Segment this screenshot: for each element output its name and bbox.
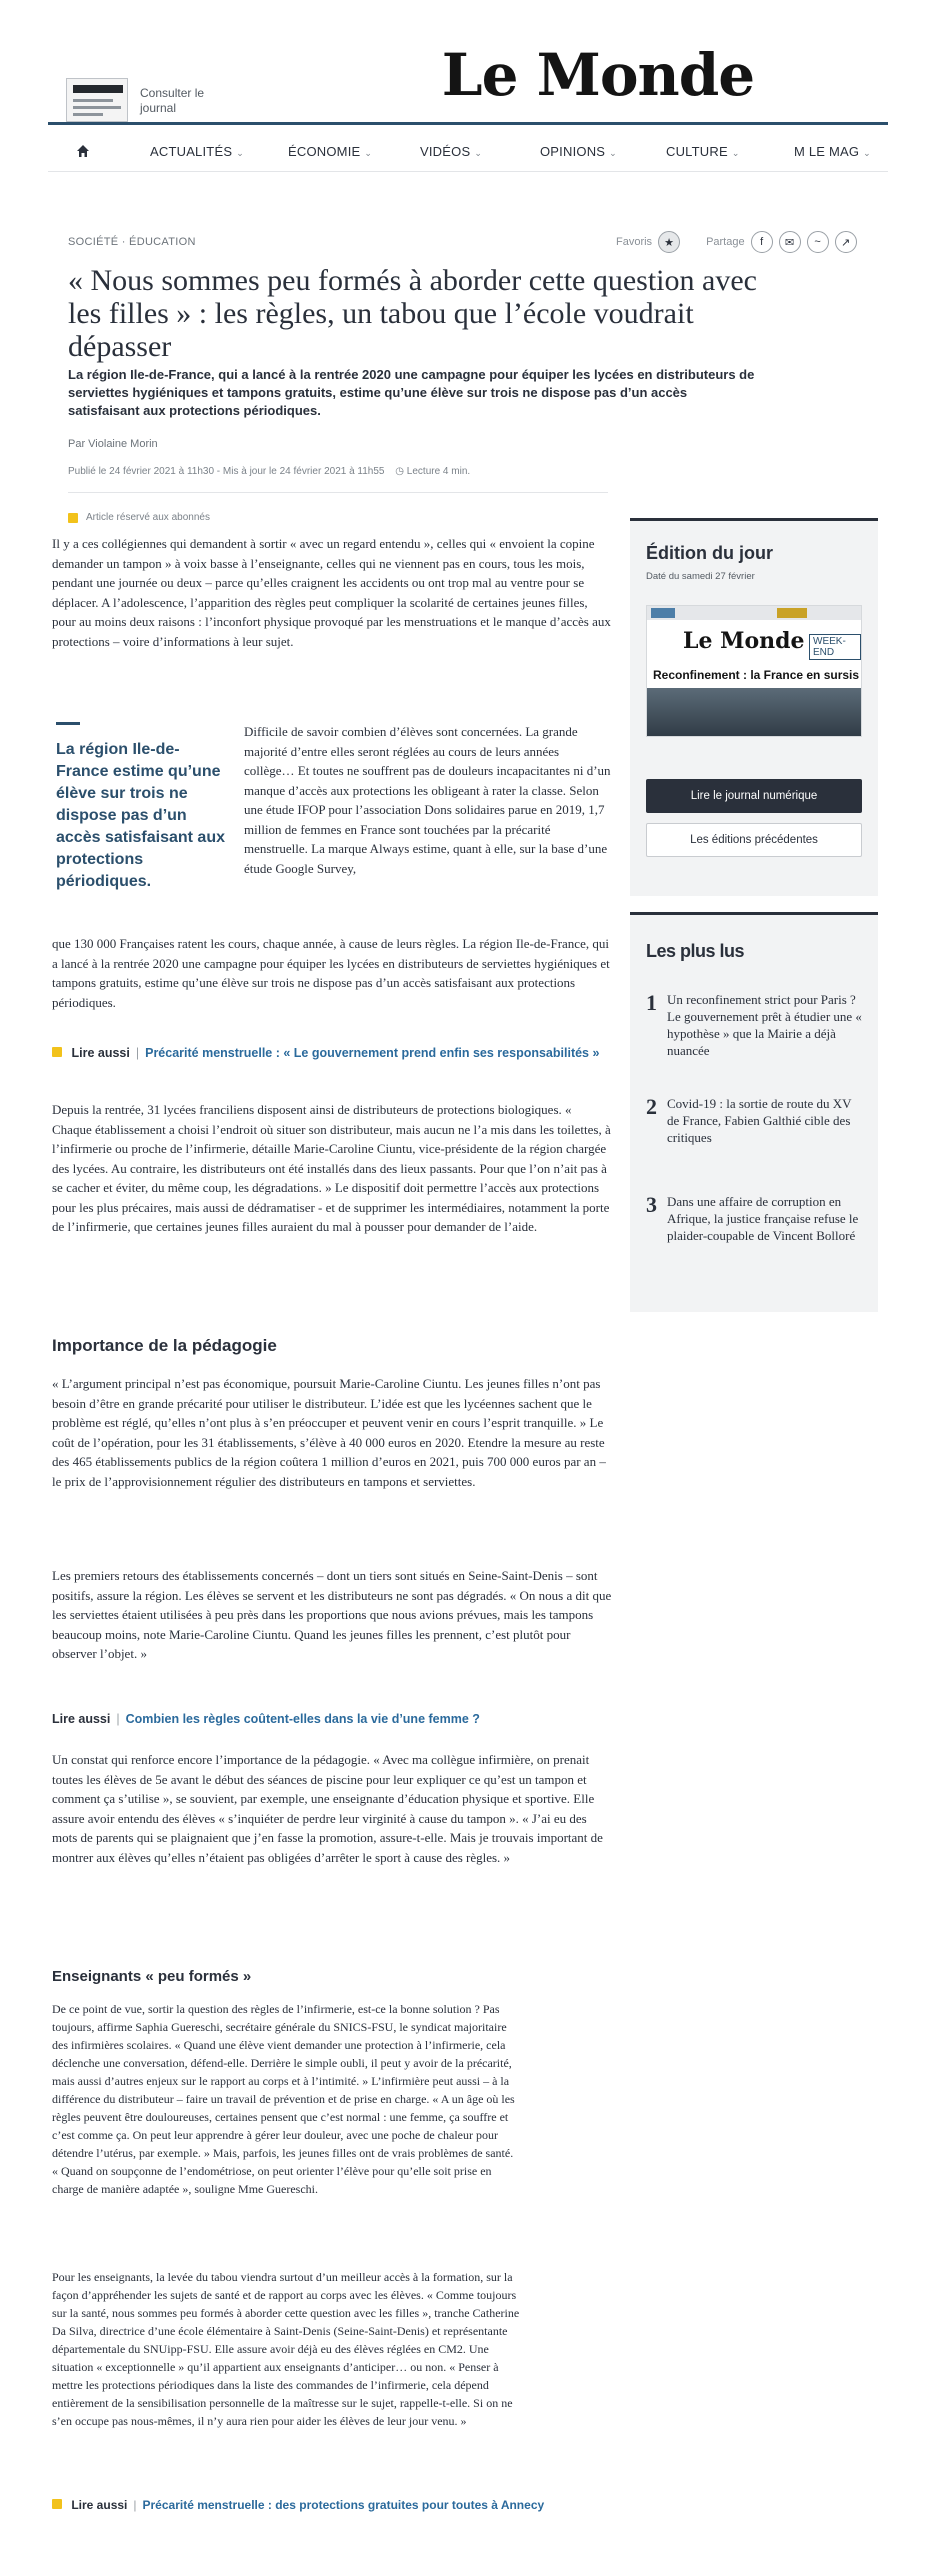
cover-weekend-badge: WEEK-END [809, 634, 861, 660]
site-logo[interactable]: Le Monde [441, 41, 755, 109]
site-header [48, 38, 888, 122]
read-also-title[interactable]: Combien les règles coûtent-elles dans la vie d’une femme ? [125, 1712, 480, 1726]
share-bar [616, 230, 857, 254]
edition-title: Édition du jour [646, 543, 773, 563]
paragraph: « L’argument principal n’est pas économique, poursuit Marie-Caroline Ciuntu. Les jeunes filles n’ont pas besoin d’être en grande précarité pour utiliser le distributeur. L’idée est que les lycéennes sachent que le problème est réglé, qu’elles n’ont plus à s’en préoccuper et peuvent venir en cours l’esprit tranquille. » Le coût de l’opération, pour les 31 établissements, s’élève à 40 000 euros en 2020. Etendre la mesure au reste des 465 établissements publics de la région coûtera 1 million d’euros en 2021, puis 700 000 euros par an – le prix de l’approvisionnement régulier des distributeurs en tampons et serviettes. [52, 1376, 606, 1489]
read-also-title[interactable]: Précarité menstruelle : « Le gouvernement prend enfin ses responsabilités » [145, 1046, 600, 1060]
chevron-down-icon: ⌄ [731, 148, 740, 158]
consult-journal-link[interactable]: Consulter le journal [140, 86, 205, 115]
read-digital-journal-button[interactable]: Lire le journal numérique [646, 779, 862, 813]
email-icon[interactable]: ✉ [779, 231, 801, 253]
cover-masthead: Le Monde [683, 628, 805, 654]
article-title: « Nous sommes peu formés à aborder cette question avec les filles » : les règles, un tabou que l’école voudrait dépasser [68, 264, 757, 363]
read-also-link[interactable]: Lire aussi | Combien les règles coûtent-elles dans la vie d’une femme ? [52, 1712, 480, 1726]
previous-editions-button[interactable]: Les éditions précédentes [646, 823, 862, 857]
cover-thumbnail [777, 608, 807, 618]
read-also-link[interactable]: Lire aussi | Précarité menstruelle : « Le gouvernement prend enfin ses responsabilités » [52, 1044, 612, 1063]
pull-quote [56, 722, 228, 893]
read-also-label: Lire aussi [52, 1712, 111, 1726]
main-navigation [48, 130, 888, 172]
cover-top-strip [647, 606, 862, 620]
most-read-title: Les plus lus [646, 941, 745, 961]
most-read-rank: 3 [646, 1192, 657, 1217]
star-icon[interactable]: ★ [658, 231, 680, 253]
facebook-icon[interactable]: f [751, 231, 773, 253]
partage-label: Partage [706, 236, 745, 248]
paragraph: De ce point de vue, sortir la question des règles de l’infirmerie, est-ce la bonne solution ? Pas toujours, affirme Saphia Guereschi, secrétaire générale du SNICS-FSU, le syndicat majoritaire des infirmières scolaires. « Quand une élève vient demander une protection à l’infirmerie, cela déclenche une conversation, défend-elle. Derrière le simple oubli, il peut y avoir de la précarité, mais aussi d’autres enjeux sur le rapport au corps et à l’intimité. » L’infirmière peut aussi – à la différence du distributeur – faire un travail de prévention et de prise en charge. « A un âge où les règles peuvent être douloureuses, certaines pensent que c’est normal : une femme, ça souffre et c’est comme ça. On peut leur apprendre à gérer leur douleur, avec une poche de chaleur pour détendre l’utérus, par exemple. » Mais, parfois, les jeunes filles ont de vrais problèmes de santé. « Quand on soupçonne de l’endométriose, on peut orienter l’élève pour qu’elle soit prise en charge de manière adaptée », souligne Mme Guereschi. [52, 2002, 515, 2196]
divider [68, 492, 608, 493]
chevron-down-icon: ⌄ [364, 148, 373, 158]
share-arrow-icon[interactable]: ↗ [835, 231, 857, 253]
edition-date: Daté du samedi 27 février [646, 571, 755, 582]
favoris-label: Favoris [616, 236, 653, 248]
nav-item-opinions[interactable]: OPINIONS ⌄ [540, 144, 617, 159]
section-heading: Importance de la pédagogie [52, 1336, 277, 1355]
lock-icon [52, 1047, 62, 1057]
cover-photo [647, 688, 862, 737]
read-also-title[interactable]: Précarité menstruelle : des protections gratuites pour toutes à Annecy [142, 2498, 545, 2512]
reading-time: Lecture 4 min. [406, 466, 471, 477]
most-read-panel [630, 912, 878, 1312]
chevron-down-icon: ⌄ [236, 148, 244, 158]
home-icon[interactable] [76, 144, 90, 158]
paragraph: Difficile de savoir combien d’élèves sont concernées. La grande majorité d’entre elles seront réglées au cours de leurs années collège… Et toutes ne souffrent pas de douleurs incapacitantes ni d’un manque d’accès aux protections les obligeant à rater la classe. Selon une étude IFOP pour l’association Dons solidaires parue en 2019, 1,7 million de femmes en France sont touchées par la précarité menstruelle. La marque Always estime, quant à elle, sur la base d’une étude Google Survey, [244, 724, 611, 876]
most-read-item[interactable] [646, 1095, 866, 1146]
clock-icon: ◷ [395, 466, 405, 477]
section-heading: Enseignants « peu formés » [52, 1968, 252, 1985]
paragraph: Pour les enseignants, la levée du tabou viendra surtout d’un meilleur accès à la formation, sur la façon d’appréhender les sujets de santé et de rapport au corps avec les élèves. « Comme toujours sur la santé, nous sommes peu formés à aborder cette question avec les filles », tranche Catherine Da Silva, directrice d’une école élémentaire à Saint-Denis (Seine-Saint-Denis) et représentante départementale du SNUipp-FSU. Elle assure avoir déjà eu des élèves réglées en CM2. Une situation « exceptionnelle » qu’il appartient aux enseignants d’anticiper… ou non. « Penser à mettre les protections périodiques dans la liste des commandes de l’infirmerie, cela dépend entièrement de la sensibilisation personnelle de la maîtresse sur le sujet, rappelle-t-elle. Si on ne s’en occupe pas nous-mêmes, il n’y aura rien pour aider les élèves de leur jour venu. » [52, 2270, 520, 2428]
cover-headline: Reconfinement : la France en sursis [653, 668, 860, 682]
cover-thumbnail [651, 608, 675, 618]
most-read-item[interactable] [646, 1193, 866, 1244]
most-read-headline[interactable]: Covid-19 : la sortie de route du XV de France, Fabien Galthié cible des critiques [667, 1096, 852, 1145]
paragraph: Les premiers retours des établissements concernés – dont un tiers sont situés en Seine-Saint-Denis – sont positifs, assure la région. Les élèves se servent et les distributeurs ne sont pas dégradés. « On nous a dit que les serviettes étaient utilisées à peu près dans les proportions que nous avions prévues, mais les tampons beaucoup moins, note Marie-Caroline Ciuntu. Quand les jeunes filles les prennent, c’est plutôt pour observer l’objet. » [52, 1568, 612, 1661]
paragraph: que 130 000 Françaises ratent les cours, chaque année, à cause de leurs règles. La région Ile-de-France, qui a lancé à la rentrée 2020 une campagne pour équiper les lycées en distributeurs de serviettes hygiéniques et tampons gratuits, estime qu’une élève sur trois ne dispose pas d’un accès satisfaisant aux protections périodiques. [52, 936, 610, 1010]
journal-thumbnail[interactable] [66, 78, 128, 122]
paragraph: Depuis la rentrée, 31 lycées franciliens disposent ainsi de distributeurs de protections biologiques. « Chaque établissement a choisi l’endroit où situer son distributeur, mais aucun ne l’a mis dans les toilettes, à l’infirmerie ou proche de l’infirmerie, détaille Marie-Caroline Ciuntu, vice-présidente de la région chargée des lycées. Au contraire, les distributeurs ont été installés dans des lieux passants. Pour que l’on n’ait pas à se cacher et éviter, du même coup, les dégradations. » Le dispositif doit permettre l’accès aux protections pour les plus précaires, mais aussi de dédramatiser - et de supprimer les intermédiaires, notamment la porte de l’infirmerie, que certaines jeunes filles auraient du mal à pousser pour demander de l’aide. [52, 1102, 611, 1234]
lock-icon [52, 2499, 62, 2509]
nav-item-videos[interactable]: VIDÉOS ⌄ [420, 144, 483, 159]
nav-item-actualites[interactable]: ACTUALITÉS ⌄ [150, 144, 244, 159]
pull-quote-bar [56, 722, 80, 725]
lock-icon [68, 513, 78, 523]
read-also-link[interactable]: Lire aussi | Précarité menstruelle : des protections gratuites pour toutes à Annecy [52, 2496, 552, 2515]
pubdate-text: Publié le 24 février 2021 à 11h30 - Mis à jour le 24 février 2021 à 11h55 [68, 466, 385, 477]
chevron-down-icon: ⌄ [863, 148, 871, 158]
nav-item-economie[interactable]: ÉCONOMIE ⌄ [288, 144, 373, 159]
most-read-headline[interactable]: Un reconfinement strict pour Paris ? Le gouvernement prêt à étudier une « hypothèse » que la Mairie a déjà nuancée [667, 992, 862, 1058]
read-also-label: Lire aussi [71, 2498, 128, 2512]
most-read-rank: 1 [646, 990, 657, 1015]
paragraph: Il y a ces collégiennes qui demandent à sortir « avec un regard entendu », celles qui « envoient la copine demander un tampon » à voix basse à l’enseignante, celles qui ne viennent pas en cours, tous les mois, pendant une journée ou deux – parce qu’elles craignent les accidents ou ont trop mal au ventre pour se déplacer. A l’adolescence, l’apparition des règles peut compliquer la scolarité de certaines jeunes filles, pour au moins deux raisons : l’inconfort physique provoqué par les menstruations et le manque d’accès aux protections – voire d’informations à leur sujet. [52, 536, 611, 649]
most-read-headline[interactable]: Dans une affaire de corruption en Afrique, la justice française refuse le plaider-coupable de Vincent Bolloré [667, 1194, 859, 1243]
subscriber-notice [68, 512, 210, 523]
most-read-rank: 2 [646, 1094, 657, 1119]
read-also-label: Lire aussi [71, 1046, 130, 1060]
article-standfirst: La région Ile-de-France, qui a lancé à la rentrée 2020 une campagne pour équiper les lycées en distributeurs de serviettes hygiéniques et tampons gratuits, estime qu’une élève sur trois ne dispose pas d’un accès satisfaisant aux protections périodiques. [68, 367, 755, 418]
chevron-down-icon: ⌄ [474, 148, 483, 158]
breadcrumb[interactable]: SOCIÉTÉ · ÉDUCATION [68, 236, 196, 248]
byline[interactable]: Par Violaine Morin [68, 438, 158, 450]
messenger-icon[interactable]: ~ [807, 231, 829, 253]
nav-item-m-le-mag[interactable]: M LE MAG ⌄ [794, 144, 871, 159]
chevron-down-icon: ⌄ [609, 148, 617, 158]
newspaper-cover[interactable] [646, 605, 862, 737]
header-divider [48, 122, 888, 125]
edition-du-jour-panel [630, 518, 878, 896]
nav-item-culture[interactable]: CULTURE ⌄ [666, 144, 740, 159]
publication-date [68, 466, 470, 477]
most-read-item[interactable] [646, 991, 866, 1059]
subscriber-notice-text: Article réservé aux abonnés [86, 512, 210, 523]
paragraph: Un constat qui renforce encore l’importance de la pédagogie. « Avec ma collègue infirmière, on prenait toutes les élèves de 5e avant le début des séances de piscine pour leur expliquer ce qu’est un tampon et comment ça s’utilise », se souvient, par exemple, une enseignante d’éducation physique et sportive. Elle assure avoir entendu des élèves « s’inquiéter de perdre leur virginité à cause du tampon ». « J’ai eu des mots de parents qui se plaignaient que j’en fasse la promotion, assure-t-elle. Mais je trouvais important de montrer aux élèves qu’elles n’étaient pas obligées d’arrêter le sport à cause des règles. » [52, 1752, 603, 1865]
pull-quote-text: La région Ile-de-France estime qu’une élève sur trois ne dispose pas d’un accès satisfaisant aux protections périodiques. [56, 741, 225, 890]
